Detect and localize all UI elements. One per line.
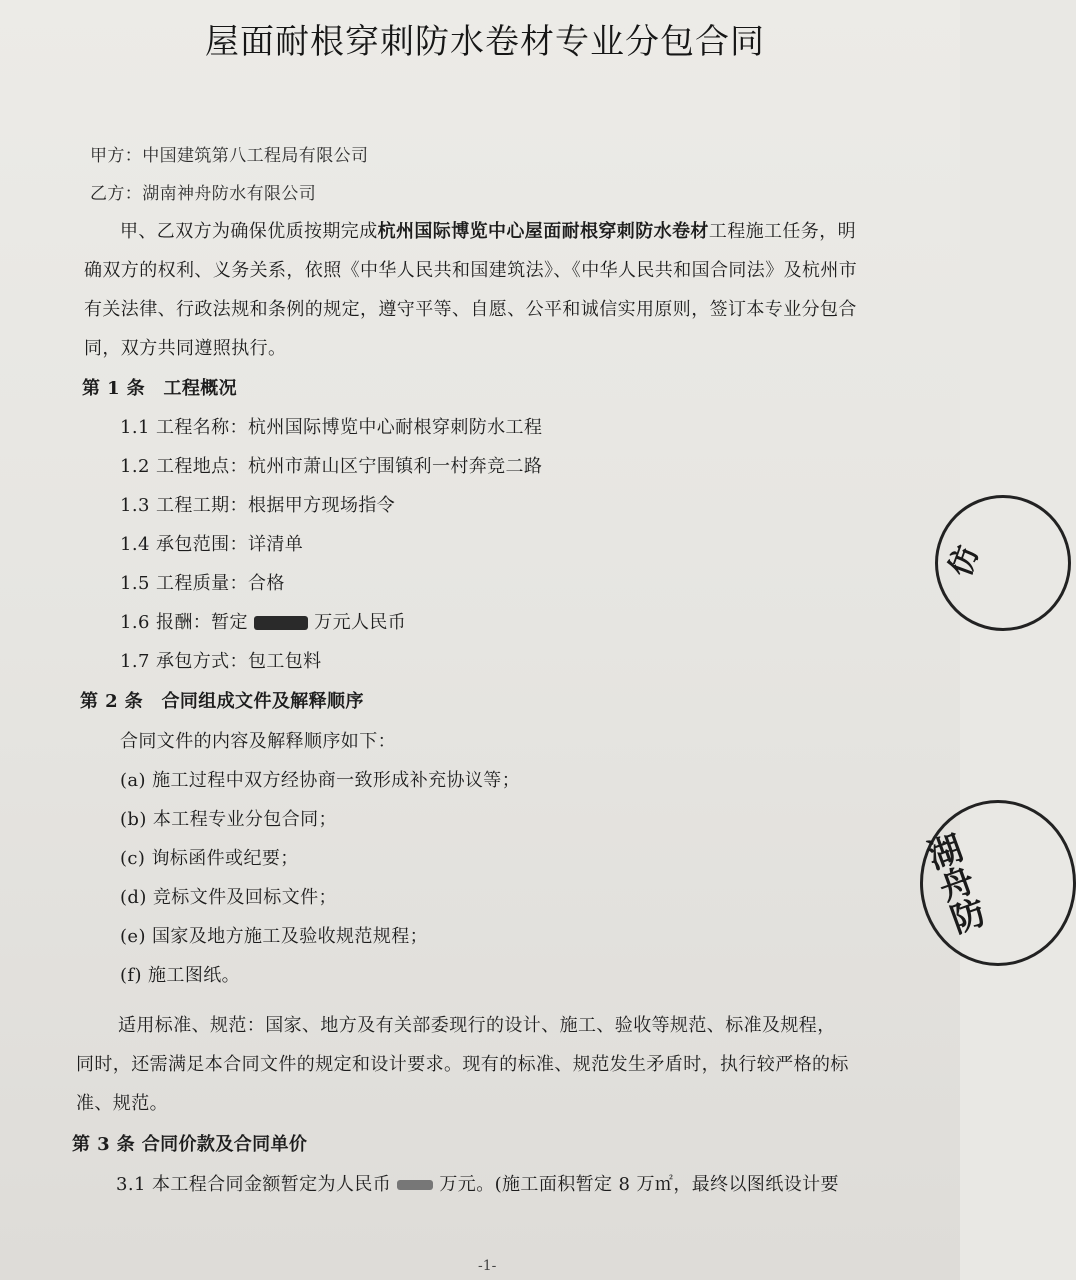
party-b: 乙方：湖南神舟防水有限公司 — [90, 184, 317, 204]
article-1-item: 1.2 工程地点：杭州市萧山区宁围镇利一村奔竞二路 — [120, 456, 543, 477]
party-a: 甲方：中国建筑第八工程局有限公司 — [90, 146, 369, 166]
remuneration-label: 1.6 报酬：暂定 — [120, 612, 248, 633]
article-2-heading: 第 2 条 合同组成文件及解释顺序 — [80, 691, 364, 712]
company-seal-top — [935, 495, 1071, 631]
article-1-item: 1.5 工程质量：合格 — [120, 573, 285, 594]
intro-line-3: 有关法律、行政法规和条例的规定，遵守平等、自愿、公平和诚信实用原则，签订本专业分包合 — [84, 299, 857, 320]
article-2-item: (c) 询标函件或纪要； — [120, 848, 299, 869]
article-1-item: 1.4 承包范围：详清单 — [120, 534, 304, 555]
intro-line-4: 同，双方共同遵照执行。 — [84, 338, 287, 359]
article-1-item-7: 1.7 承包方式：包工包料 — [120, 651, 322, 672]
article-2-item: (d) 竞标文件及回标文件； — [120, 887, 337, 908]
standards-line-3: 准、规范。 — [76, 1093, 168, 1114]
project-name-bold: 杭州国际博览中心屋面耐根穿刺防水卷材 — [377, 221, 709, 242]
intro-line-2: 确双方的权利、义务关系，依照《中华人民共和国建筑法》、《中华人民共和国合同法》及杭州市 — [84, 260, 858, 281]
company-seal-bottom — [916, 800, 1076, 966]
contract-amount-rest: 万元。(施工面积暂定 8 万㎡，最终以图纸设计要 — [439, 1174, 839, 1195]
document-title: 屋面耐根穿刺防水卷材专业分包合同 — [205, 22, 765, 62]
intro-line-1-pre: 甲、乙双方为确保优质按期完成 — [120, 221, 378, 242]
article-1-heading: 第 1 条 工程概况 — [82, 378, 238, 399]
redacted-amount — [254, 616, 308, 630]
standards-line-1: 适用标准、规范：国家、地方及有关部委现行的设计、施工、验收等规范、标准及规程， — [118, 1015, 836, 1036]
intro-line-1-post: 工程施工任务，明 — [708, 221, 857, 242]
remuneration-unit: 万元人民币 — [314, 612, 407, 633]
article-2-item: (f) 施工图纸。 — [120, 965, 241, 986]
article-1-item-6 — [120, 611, 406, 635]
article-2-item: (a) 施工过程中双方经协商一致形成补充协议等； — [120, 770, 521, 791]
article-3-item-1 — [116, 1173, 839, 1197]
seal-text-bottom: 湖舟防 — [916, 829, 990, 939]
article-2-intro: 合同文件的内容及解释顺序如下： — [120, 731, 396, 752]
article-2-item: (b) 本工程专业分包合同； — [120, 809, 337, 830]
article-1-item: 1.3 工程工期：根据甲方现场指令 — [120, 495, 396, 516]
article-3-heading: 第 3 条 合同价款及合同单价 — [72, 1134, 308, 1155]
seal-text-top: 仿 — [942, 541, 986, 582]
page-number: -1- — [478, 1258, 497, 1274]
contract-amount-label: 3.1 本工程合同金额暂定为人民币 — [116, 1174, 392, 1195]
redacted-amount — [397, 1180, 433, 1190]
intro-line-1 — [120, 220, 856, 244]
article-1-item: 1.1 工程名称：杭州国际博览中心耐根穿刺防水工程 — [120, 417, 543, 438]
standards-line-2: 同时，还需满足本合同文件的规定和设计要求。现有的标准、规范发生矛盾时，执行较严格的标 — [76, 1054, 849, 1075]
article-2-item: (e) 国家及地方施工及验收规范规程； — [120, 926, 429, 947]
